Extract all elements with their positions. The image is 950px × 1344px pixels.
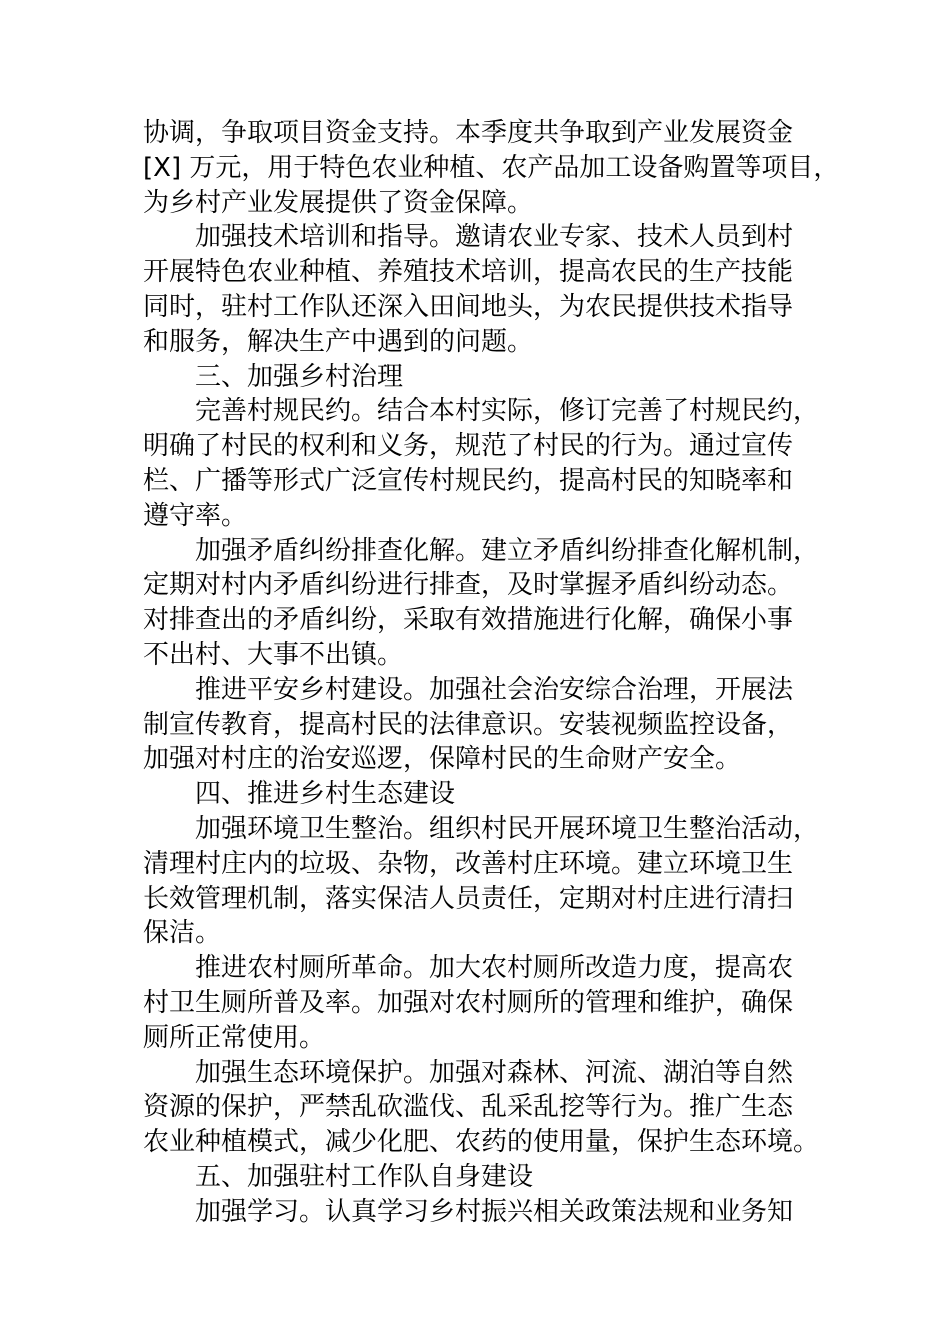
text-line: 遵守率。 bbox=[143, 500, 248, 531]
document-body bbox=[143, 116, 840, 1230]
text-line: 农业种植模式，减少化肥、农药的使用量，保护生态环境。 bbox=[143, 1127, 820, 1158]
text-line: 推进农村厕所革命。加大农村厕所改造力度，提高农 bbox=[195, 953, 794, 984]
text-line: 完善村规民约。结合本村实际，修订完善了村规民约， bbox=[195, 396, 820, 427]
text-line: 开展特色农业种植、养殖技术培训，提高农民的生产技能 bbox=[143, 257, 794, 288]
text-line: 和服务，解决生产中遇到的问题。 bbox=[143, 326, 534, 357]
text-line: 保洁。 bbox=[143, 918, 222, 949]
text-line: 栏、广播等形式广泛宣传村规民约，提高村民的知晓率和 bbox=[143, 465, 794, 496]
text-line: 同时，驻村工作队还深入田间地头，为农民提供技术指导 bbox=[143, 291, 794, 322]
text-line: 加强学习。认真学习乡村振兴相关政策法规和业务知 bbox=[195, 1196, 794, 1227]
text-line: 厕所正常使用。 bbox=[143, 1022, 326, 1053]
text-line: [X] 万元，用于特色农业种植、农产品加工设备购置等项目， bbox=[143, 152, 840, 183]
text-line: 加强生态环境保护。加强对森林、河流、湖泊等自然 bbox=[195, 1057, 794, 1088]
text-line: 对排查出的矛盾纠纷，采取有效措施进行化解，确保小事 bbox=[143, 605, 794, 636]
text-line: 加强技术培训和指导。邀请农业专家、技术人员到村 bbox=[195, 222, 794, 253]
text-line: 明确了村民的权利和义务，规范了村民的行为。通过宣传 bbox=[143, 431, 794, 462]
text-line: 四、推进乡村生态建设 bbox=[195, 779, 456, 810]
text-line: 加强环境卫生整治。组织村民开展环境卫生整治活动， bbox=[195, 813, 820, 844]
text-line: 资源的保护，严禁乱砍滥伐、乱采乱挖等行为。推广生态 bbox=[143, 1092, 794, 1123]
text-line: 长效管理机制，落实保洁人员责任，定期对村庄进行清扫 bbox=[143, 883, 794, 914]
text-line: 五、加强驻村工作队自身建设 bbox=[195, 1161, 534, 1192]
text-line: 制宣传教育，提高村民的法律意识。安装视频监控设备， bbox=[143, 709, 794, 740]
text-line: 协调，争取项目资金支持。本季度共争取到产业发展资金 bbox=[143, 118, 794, 148]
text-line: 加强矛盾纠纷排查化解。建立矛盾纠纷排查化解机制， bbox=[195, 535, 820, 566]
text-line: 三、加强乡村治理 bbox=[195, 361, 404, 392]
text-line: 为乡村产业发展提供了资金保障。 bbox=[143, 187, 534, 218]
text-line: 加强对村庄的治安巡逻，保障村民的生命财产安全。 bbox=[143, 744, 742, 775]
text-line: 不出村、大事不出镇。 bbox=[143, 639, 404, 670]
text-line: 村卫生厕所普及率。加强对农村厕所的管理和维护，确保 bbox=[143, 987, 794, 1018]
text-line: 清理村庄内的垃圾、杂物，改善村庄环境。建立环境卫生 bbox=[143, 848, 794, 879]
text-line: 推进平安乡村建设。加强社会治安综合治理，开展法 bbox=[195, 674, 794, 705]
text-line: 定期对村内矛盾纠纷进行排查，及时掌握矛盾纠纷动态。 bbox=[143, 570, 794, 601]
